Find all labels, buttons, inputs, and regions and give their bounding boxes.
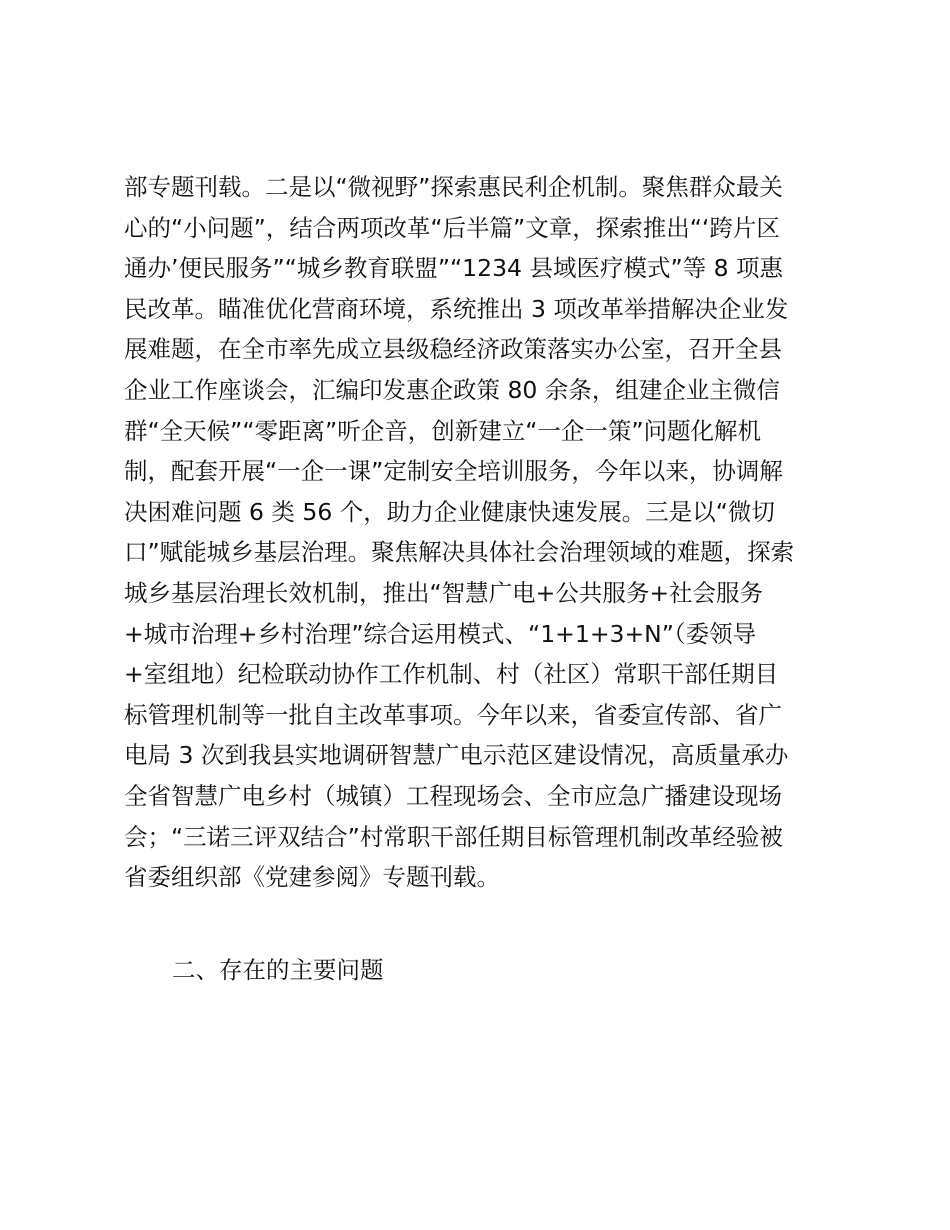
section-heading: 二、存在的主要问题 [172,956,384,984]
paragraph-line: 电局 3 次到我县实地调研智慧广电示范区建设情况，高质量承办 [124,741,789,770]
paragraph-line: 省委组织部《党建参阅》专题刊载。 [124,863,500,892]
paragraph-line: 民改革。瞄准优化营商环境，系统推出 3 项改革举措解决企业发 [124,294,789,323]
paragraph-line: 群“全天候”“零距离”听企音，创新建立“一企一策”问题化解机 [124,416,762,445]
paragraph-line: 决困难问题 6 类 56 个，助力企业健康快速发展。三是以“微切 [124,497,775,526]
paragraph-line: 心的“小问题”，结合两项改革“后半篇”文章，探索推出“‘跨片区 [124,213,780,242]
paragraph-line: 部专题刊载。二是以“微视野”探索惠民利企机制。聚焦群众最关 [124,173,783,201]
paragraph-line: 城乡基层治理长效机制，推出“智慧广电+公共服务+社会服务 [124,578,764,607]
paragraph-line: 标管理机制等一批自主改革事项。今年以来，省委宣传部、省广 [124,700,782,729]
paragraph-line: 会；“三诺三评双结合”村常职干部任期目标管理机制改革经验被 [124,822,783,851]
paragraph-line: +城市治理+乡村治理”综合运用模式、“1+1+3+N”（委领导 [124,619,757,648]
paragraph-line: 企业工作座谈会，汇编印发惠企政策 80 余条，组建企业主微信 [124,375,780,404]
paragraph-line: 全省智慧广电乡村（城镇）工程现场会、全市应急广播建设现场 [124,781,782,810]
body-paragraph [124,167,844,898]
paragraph-line: 展难题，在全市率先成立县级稳经济政策落实办公室，召开全县 [124,335,782,364]
paragraph-line: +室组地）纪检联动协作工作机制、村（社区）常职干部任期目 [124,660,779,689]
paragraph-line: 通办’便民服务”“城乡教育联盟”“1234 县域医疗模式”等 8 项惠 [124,254,784,283]
paragraph-line: 制，配套开展“一企一课”定制安全培训服务，今年以来，协调解 [124,457,783,486]
paragraph-line: 口”赋能城乡基层治理。聚焦解决具体社会治理领域的难题，探索 [124,538,795,567]
